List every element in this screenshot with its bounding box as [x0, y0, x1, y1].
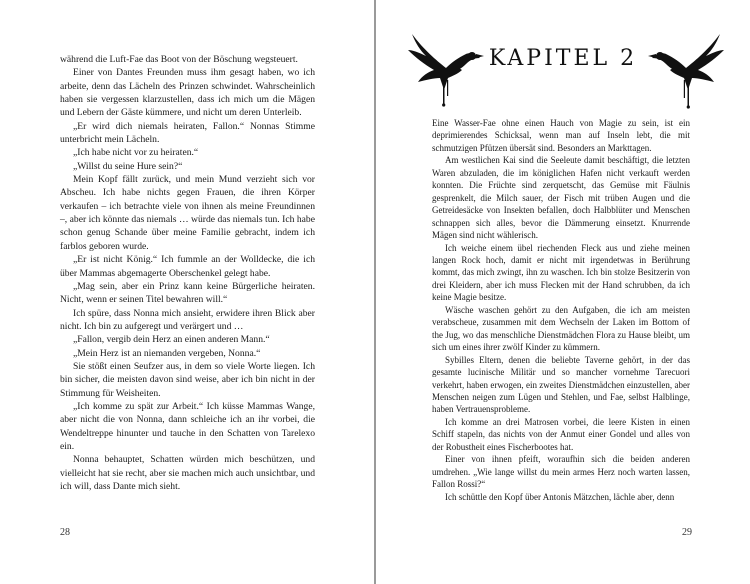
paragraph: während die Luft-Fae das Boot von der Böschung wegsteuert.: [60, 54, 298, 65]
paragraph: Wäsche waschen gehört zu den Aufgaben, die ich am meisten verabscheue, zusammen mit dem Wechseln der Laken im Bottom of the Jug, wo das menschliche Dienstmädchen Flora zu Hause bleibt, um sich um eines ihrer zwölf Kinder zu kümmern.: [432, 304, 690, 353]
paragraph: Ich schüttle den Kopf über Antonis Mätzchen, lächle aber, denn: [445, 491, 675, 502]
paragraph: Einer von ihnen pfeift, woraufhin sich die beiden anderen umdrehen. „Wie lange willst du mein armes Herz noch warten lassen, Fallon Rossi?“: [432, 454, 690, 490]
paragraph: Nonna behauptet, Schatten würden mich beschützen, und vielleicht hat sie recht, aber sie machen mich auch unsichtbar, und ich will, dass Dante mich sieht.: [60, 454, 315, 492]
page-number-right: 29: [682, 527, 692, 538]
page-number-left: 28: [60, 527, 70, 538]
paragraph: „Er ist nicht König.“ Ich fummle an der Wolldecke, die ich über Mammas abgemagerte Oberschenkel gelegt habe.: [60, 254, 315, 279]
right-page-text: [432, 117, 690, 503]
right-page: [376, 0, 750, 584]
paragraph: Einer von Dantes Freunden muss ihm gesagt haben, wo ich arbeite, denn das Lächeln des Prinzen schwindet. Wahrscheinlich haben sie vergessen klarzustellen, dass ich mich um die Mägen und Lebern der Gäste kümmere, und nicht um deren Unterleib.: [60, 67, 315, 119]
left-page-text: [60, 53, 315, 493]
paragraph: „Fallon, vergib dein Herz an einen anderen Mann.“: [73, 334, 270, 346]
crow-right-icon: [646, 20, 726, 110]
paragraph: Sybilles Eltern, denen die beliebte Taverne gehört, in der das gesamte lucinische Militär und so mancher vornehme Tarecuori verkehrt, haben erwogen, ein zweites Dienstmädchen einzustellen, aber Menschen neigen zum Lügen und Stehlen, und Fae, selbst Halblinge, haben Vertrauensprobleme.: [432, 354, 690, 415]
paragraph: „Ich komme zu spät zur Arbeit.“ Ich küsse Mammas Wange, aber nicht die von Nonna, dann schleiche ich an ihr vorbei, die Wendeltreppe hinunter und tauche in den Schatten von Tarelexo ein.: [60, 400, 315, 452]
paragraph: Am westlichen Kai sind die Seeleute damit beschäftigt, die letzten Waren abzuladen, die im königlichen Hafen nicht verkauft werden konnten. Die Früchte sind zerquetscht, das Gemüse mit Fäulnis gesprenkelt, die Milch sauer, der Fisch mit trüben Augen und die Getreidesäcke von Insekten befallen, doch Halbblüter und Menschen schnappen sich alles, bevor die Dämmerung einsetzt. Knurrende Mägen sind nicht wählerisch.: [432, 155, 690, 241]
paragraph: Ich weiche einem übel riechenden Fleck aus und ziehe meinen langen Rock hoch, damit er nicht mit irgendetwas in Berührung kommt, das mich zwingt, ihn zu waschen. Ich bin stolze Besitzerin von drei Kleidern, aber ich muss Flecken mit der Hand schrubben, da ich keine Magie besitze.: [432, 242, 690, 303]
paragraph: „Willst du seine Hure sein?“: [73, 160, 183, 172]
paragraph: „Er wird dich niemals heiraten, Fallon.“ Nonnas Stimme unterbricht mein Lächeln.: [60, 120, 315, 146]
paragraph: „Ich habe nicht vor zu heiraten.“: [73, 147, 199, 159]
paragraph: Sie stößt einen Seufzer aus, in dem so viele Worte liegen. Ich bin sicher, die meisten davon sind weise, aber ich bin nicht in der Stimmung für Weisheiten.: [60, 360, 315, 399]
paragraph: Eine Wasser-Fae ohne einen Hauch von Magie zu sein, ist ein deprimierendes Schicksal, wenn man auf Inseln lebt, die mit schmutzigen Pfützen übersät sind. Besonders an Markttagen.: [432, 118, 690, 153]
paragraph: Mein Kopf fällt zurück, und mein Mund verzieht sich vor Abscheu. Ich habe nichts gegen Frauen, die ihren Körper verkaufen – ich betrachte viele von ihnen als meine Freundinnen –, aber ich könnte das niemals … würde das niemals tun. Ich habe schon genug Schande über meine Familie gebracht, indem ich farblos geboren wurde.: [60, 174, 315, 252]
chapter-title: KAPITEL 2: [488, 46, 638, 71]
paragraph: Ich spüre, dass Nonna mich ansieht, erwidere ihren Blick aber nicht. Ich bin zu aufgeregt und verärgert und …: [60, 307, 315, 332]
paragraph: Ich komme an drei Matrosen vorbei, die leere Kisten in einen Schiff stapeln, das nichts von der Anmut einer Gondel und alles von der Robustheit eines Fischerbootes hat.: [432, 416, 690, 452]
paragraph: „Mag sein, aber ein Prinz kann keine Bürgerliche heiraten. Nicht, wenn er seinen Titel bewahren will.“: [60, 280, 315, 306]
paragraph: „Mein Herz ist an niemanden vergeben, Nonna.“: [73, 347, 261, 359]
